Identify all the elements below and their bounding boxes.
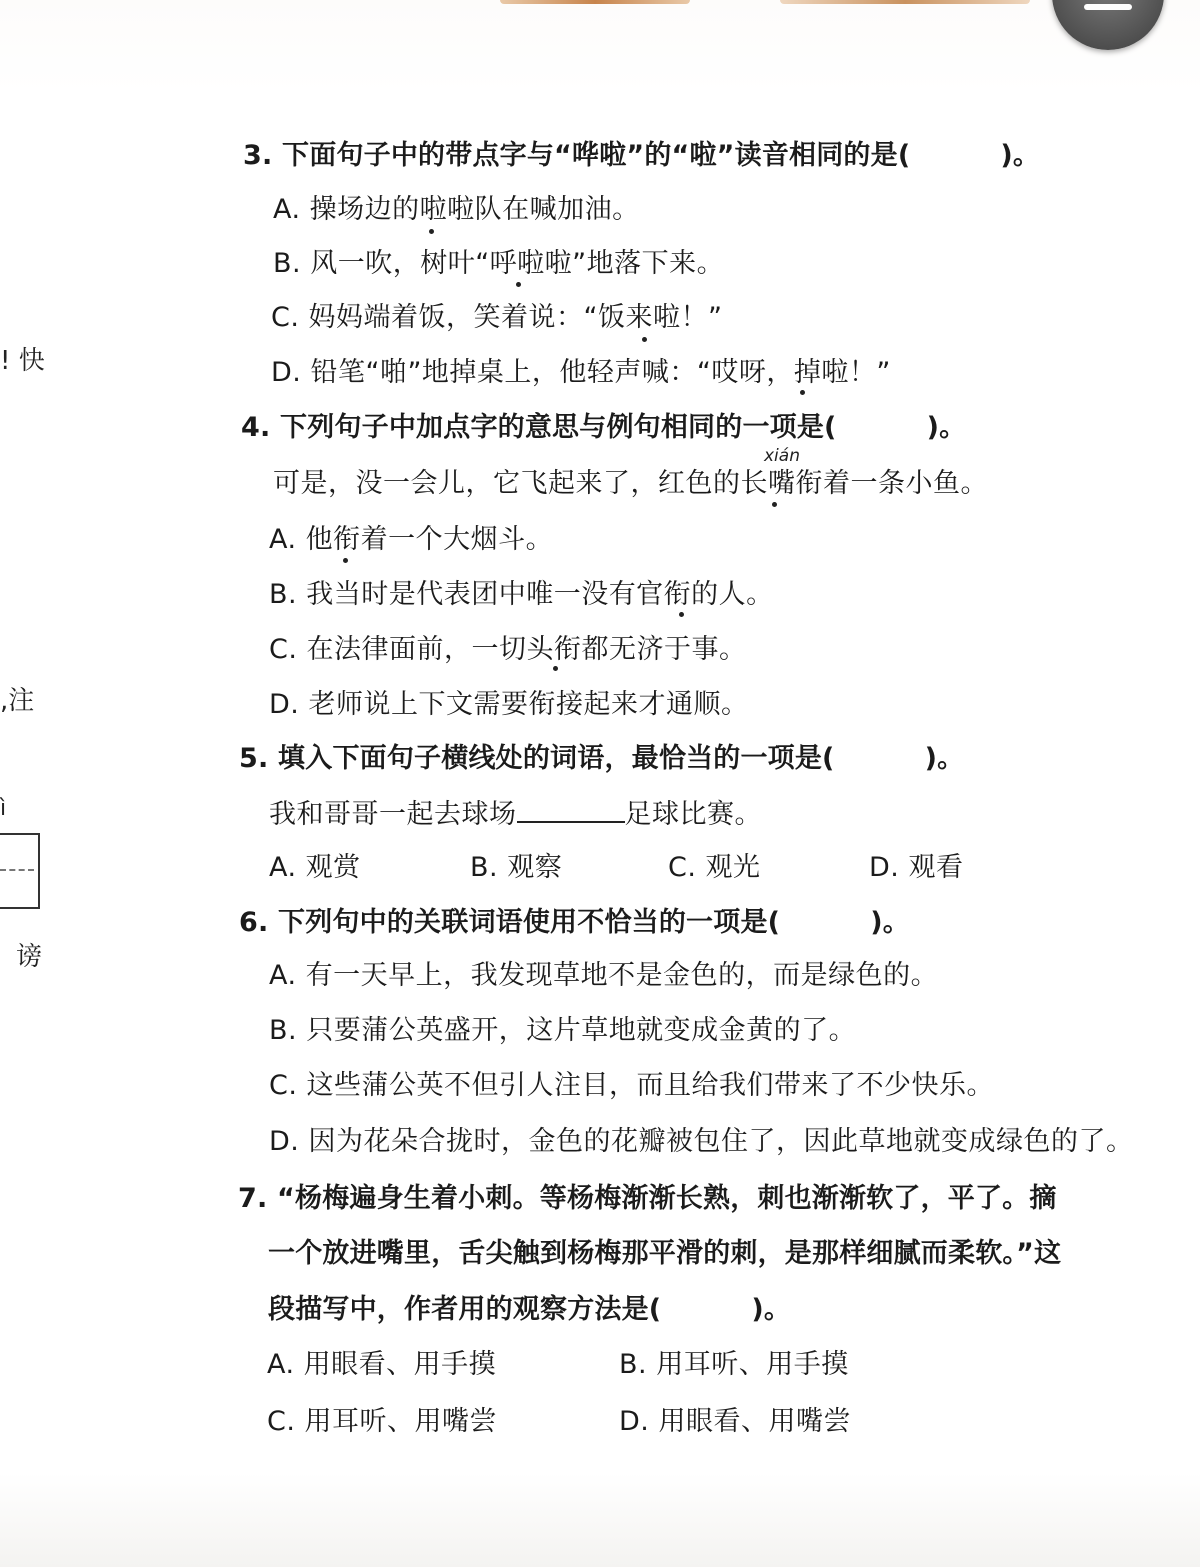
answer-blank[interactable]: [517, 797, 625, 823]
question-3-option-c: C. 妈妈端着饭，笑着说：“饭来啦！”: [271, 302, 723, 333]
emphasis-dot: [553, 666, 558, 671]
emphasis-dot: [642, 337, 647, 342]
question-4-option-a: A. 他衔着一个大烟斗。: [269, 524, 554, 555]
question-4-option-c: C. 在法律面前，一切头衔都无济于事。: [269, 634, 747, 665]
emphasis-dot: [679, 612, 684, 617]
question-3-stem: 3. 下面句子中的带点字与“哗啦”的“啦”读音相同的是( )。: [243, 140, 1041, 171]
question-6-stem: 6. 下列句中的关联词语使用不恰当的一项是( )。: [239, 907, 910, 938]
question-3-option-b: B. 风一吹，树叶“呼啦啦”地落下来。: [273, 248, 725, 279]
emphasis-dot: [800, 390, 805, 395]
question-4-option-b: B. 我当时是代表团中唯一没有官衔的人。: [269, 579, 774, 610]
question-6-option-b: B. 只要蒲公英盛开，这片草地就变成金黄的了。: [269, 1015, 857, 1046]
emphasis-dot: [772, 502, 777, 507]
question-6-option-d: D. 因为花朵合拢时，金色的花瓣被包住了，因此草地就变成绿色的了。: [269, 1126, 1134, 1157]
question-7-line-1: 7. “杨梅遍身生着小刺。等杨梅渐渐长熟，刺也渐渐软了，平了。摘: [238, 1183, 1057, 1214]
question-7-option-a: A. 用眼看、用手摸: [267, 1349, 497, 1380]
margin-fragment: ! 快: [0, 346, 45, 376]
question-5-option-b: B. 观察: [470, 852, 563, 883]
question-5-option-a: A. 观赏: [269, 852, 361, 883]
margin-fragment: ,注: [0, 686, 35, 716]
question-7-line-3: 段描写中，作者用的观察方法是( )。: [268, 1294, 792, 1325]
margin-fragment: 谤: [16, 942, 43, 972]
question-6-option-c: C. 这些蒲公英不但引人注目，而且给我们带来了不少快乐。: [269, 1070, 995, 1101]
question-5-option-d: D. 观看: [869, 852, 964, 883]
question-6-option-a: A. 有一天早上，我发现草地不是金色的，而是绿色的。: [269, 960, 939, 991]
question-7-line-2: 一个放进嘴里，舌尖触到杨梅那平滑的刺，是那样细腻而柔软。”这: [268, 1238, 1062, 1269]
pinyin-annotation: xián: [764, 446, 800, 466]
emphasis-dot: [516, 282, 521, 287]
question-7-option-c: C. 用耳听、用嘴尝: [267, 1406, 498, 1437]
margin-fragment: ì: [0, 796, 7, 821]
top-decoration: [500, 0, 690, 4]
question-4-stem: 4. 下列句子中加点字的意思与例句相同的一项是( )。: [241, 412, 967, 443]
menu-button[interactable]: [1052, 0, 1164, 50]
question-5-option-c: C. 观光: [668, 852, 761, 883]
question-7-option-d: D. 用眼看、用嘴尝: [619, 1406, 851, 1437]
question-4-option-d: D. 老师说上下文需要衔接起来才通顺。: [269, 689, 749, 720]
margin-box: [0, 833, 40, 909]
question-5-sentence: 我和哥哥一起去球场 足球比赛。: [269, 799, 762, 830]
question-7-option-b: B. 用耳听、用手摸: [619, 1349, 849, 1380]
question-3-option-a: A. 操场边的啦啦队在喊加油。: [273, 194, 640, 225]
emphasis-dot: [429, 229, 434, 234]
question-4-example: 可是，没一会儿，它飞起来了，红色的长嘴衔着一条小鱼。: [273, 468, 988, 499]
emphasis-dot: [343, 558, 348, 563]
menu-icon: [1084, 4, 1132, 10]
question-5-stem: 5. 填入下面句子横线处的词语，最恰当的一项是( )。: [239, 743, 965, 774]
question-3-option-d: D. 铅笔“啪”地掉桌上，他轻声喊：“哎呀，掉啦！”: [271, 357, 891, 388]
top-decoration: [780, 0, 1030, 4]
